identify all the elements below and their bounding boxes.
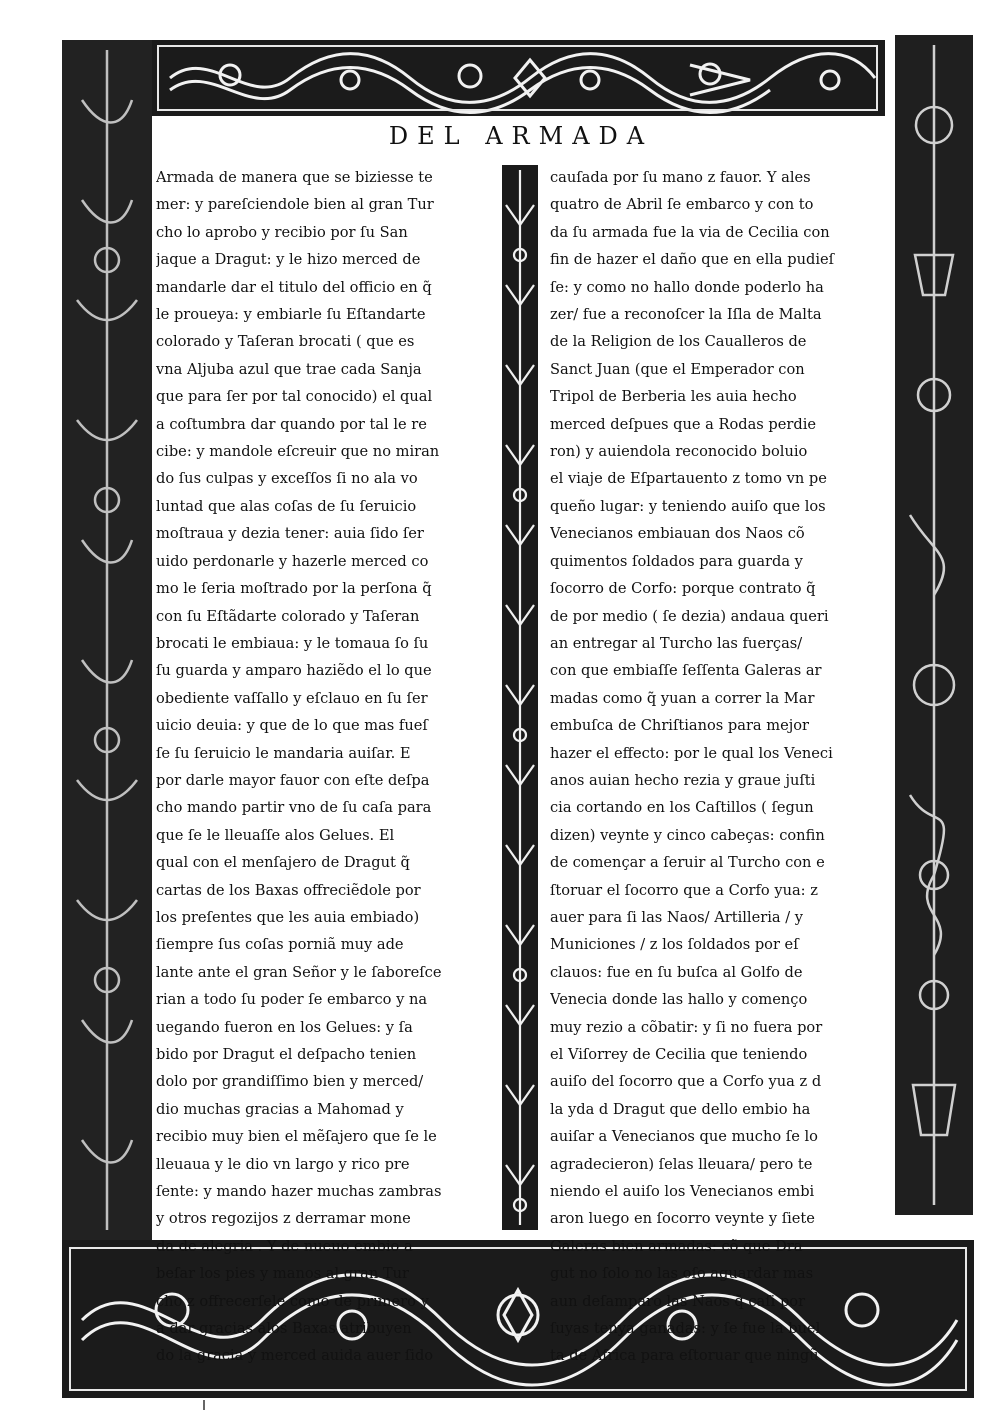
text-line: qual con el menſajero de Dragut q̃ <box>156 854 410 872</box>
text-line: dolo por grandiſſimo bien y merced/ <box>156 1073 424 1091</box>
text-line: merced deſpues que a Rodas perdie <box>550 415 817 433</box>
running-head: DEL ARMADA <box>388 122 654 150</box>
text-line: do la gracia y merced auida auer ſido <box>156 1347 434 1365</box>
text-line: vna Aljuba azul que trae cada Sanja <box>156 360 422 378</box>
left-woodcut-border <box>62 40 152 1240</box>
text-line: quatro de Abril ſe embarco y con to <box>550 196 814 214</box>
left-text-column <box>156 164 492 1370</box>
text-line: cho lo aprobo y recibio por ſu San <box>156 223 408 241</box>
text-line: aron luego en ſocorro veynte y ſiete <box>550 1210 815 1228</box>
text-line: an entregar al Turcho las fuerças/ <box>550 634 803 652</box>
text-line: ſuyas tenya ganadas: y ſe fue la buel <box>550 1320 821 1338</box>
text-line: ron) y auiendola reconocido boluio <box>550 443 808 461</box>
text-line: la yda d Dragut que dello embio ha <box>550 1100 811 1118</box>
text-line: zer/ fue a reconoſcer la Iſla de Malta <box>550 306 822 324</box>
text-line: con ſu Eſtãdarte colorado y Taſeran <box>156 607 420 625</box>
text-line: con que embiaſſe ſeſſenta Galeras ar <box>550 662 822 680</box>
text-line: gut no ſolo no las oſo aguardar mas <box>550 1265 814 1283</box>
text-line: lante ante el gran Señor y le ſaboreſce <box>156 963 442 981</box>
text-line: brocati le embiaua: y le tomaua ſo ſu <box>156 634 429 652</box>
text-line: Venecianos embiauan dos Naos cõ <box>550 525 805 543</box>
text-line: a dar gracias alos Baxas atribuyen <box>156 1320 412 1338</box>
text-line: que para ſer por tal conocido) el qual <box>156 388 433 406</box>
text-line: aun deſamparo las Naos q̃ caſi por <box>550 1292 806 1310</box>
text-line: do ſus culpas y exceſſos ſi no ala vo <box>156 470 418 488</box>
text-line: anos auian hecho rezia y graue juſti <box>550 771 816 789</box>
text-line: a coſtumbra dar quando por tal le re <box>156 415 427 433</box>
text-line: colorado y Taſeran brocati ( que es <box>156 333 415 351</box>
text-line: ſe: y como no hallo donde poderlo ha <box>550 278 824 296</box>
text-line: embuſca de Chriſtianos para mejor <box>550 717 810 735</box>
text-line: ſe ſu ſeruicio le mandaria auiſar. E <box>156 744 411 762</box>
text-line: cibe: y mandole eſcreuir que no miran <box>156 443 440 461</box>
text-line: el Viſorrey de Cecilia que teniendo <box>550 1046 808 1063</box>
text-line: madas como q̃ yuan a correr la Mar <box>550 689 815 707</box>
text-line: jaque a Dragut: y le hizo merced de <box>156 251 421 269</box>
text-line: luntad que alas coſas de ſu ſeruicio <box>156 497 417 515</box>
text-line: ſtoruar el ſocorro que a Corfo yua: z <box>550 881 818 899</box>
text-line: mo le ſeria moſtrado por la perſona q̃ <box>156 580 432 598</box>
right-woodcut-border <box>895 35 973 1215</box>
text-line: ſocorro de Corfo: porque contrato q̃ <box>550 580 816 598</box>
text-line: ta de Africa para eſtoruar que ningũ <box>550 1347 819 1365</box>
text-line: queño lugar: y teniendo auiſo que los <box>550 497 826 515</box>
text-line: dio muchas gracias a Mahomad y <box>156 1100 404 1118</box>
text-line: de començar a ſeruir al Turcho con e <box>550 854 825 872</box>
ink-speck <box>202 1400 206 1410</box>
text-line: mer: y pareſciendole bien al gran Tur <box>156 196 434 214</box>
text-line: moſtraua y dezia tener: auia ſido ſer <box>156 525 424 543</box>
text-line: ſente: y mando hazer muchas zambras <box>156 1183 442 1201</box>
text-line: agradecieron) ſelas lleuara/ pero te <box>550 1155 813 1173</box>
text-line: niendo el auiſo los Venecianos embi <box>550 1183 815 1201</box>
text-line: el viaje de Eſpartauento z tomo vn pe <box>550 470 827 488</box>
text-line: cho mando partir vno de ſu caſa para <box>156 799 432 817</box>
text-line: dizen) veynte y cinco cabeças: confin <box>550 826 825 844</box>
text-line: auiſo del ſocorro que a Corfo yua z d <box>550 1073 822 1091</box>
text-line: rian a todo ſu poder ſe embarco y na <box>156 991 428 1009</box>
text-line: fin de hazer el daño que en ella pudieſ <box>550 251 835 269</box>
text-line: le proueya: y embiarle ſu Eſtandarte <box>156 306 426 324</box>
text-line: Municiones / z los ſoldados por eſ <box>550 936 799 954</box>
text-line: clauos: fue en ſu buſca al Golfo de <box>550 963 803 981</box>
text-line: auer para ſi las Naos/ Artilleria / y <box>550 908 804 926</box>
text-line: bido por Dragut el deſpacho tenien <box>156 1046 417 1063</box>
text-line: cia cortando en los Caſtillos ( ſegun <box>550 799 814 817</box>
text-line: uegando fueron en los Gelues: y ſa <box>156 1018 413 1036</box>
text-line: beſar los pies y manos al gran Tur <box>156 1265 409 1283</box>
text-line: Tripol de Berberia les auia hecho <box>550 388 797 406</box>
text-line: obediente vaſſallo y eſclauo en ſu ſer <box>156 689 428 707</box>
text-line: da ſu armada fue la via de Cecilia con <box>550 223 830 241</box>
text-line: uicio deuia: y que de lo que mas fueſ <box>156 717 428 735</box>
top-woodcut-border <box>150 40 885 116</box>
text-line: cho z offrecerſele como de primero y <box>156 1292 429 1310</box>
text-line: auiſar a Venecianos que mucho ſe lo <box>550 1128 818 1146</box>
text-line: los preſentes que les auia embiado) <box>156 908 420 926</box>
text-line: quimentos ſoldados para guarda y <box>550 552 803 570</box>
text-line: que ſe le lleuaſſe alos Gelues. El <box>156 826 395 844</box>
text-line: por darle mayor fauor con eſte deſpa <box>156 771 430 789</box>
text-line: hazer el effecto: por le qual los Veneci <box>550 744 833 762</box>
text-line: cartas de los Baxas offreciẽdole por <box>156 881 421 899</box>
text-line: de por medio ( ſe dezia) andaua queri <box>550 607 829 625</box>
text-line: lleuaua y le dio vn largo y rico pre <box>156 1155 410 1173</box>
text-line: Venecia donde las hallo y començo <box>550 991 808 1009</box>
text-line: Sanct Juan (que el Emperador con <box>550 360 805 378</box>
text-line: mandarle dar el titulo del officio en q̃ <box>156 278 432 296</box>
text-line: uido perdonarle y hazerle merced co <box>156 552 429 570</box>
text-line: muy rezio a cõbatir: y ſi no fuera por <box>550 1018 823 1036</box>
text-line: da de alegria . Y de nueuo embio a <box>156 1237 413 1255</box>
center-woodcut-border <box>492 165 548 1230</box>
text-line: Galeras bien armadas: cõ que Dra <box>550 1237 803 1255</box>
right-text-column <box>550 164 890 1370</box>
text-line: ſiempre ſus coſas porniã muy ade <box>156 936 404 954</box>
text-line: de la Religion de los Caualleros de <box>550 333 807 351</box>
text-line: recibio muy bien el mẽſajero que ſe le <box>156 1128 437 1146</box>
text-line: Armada de manera que se biziesse te <box>156 169 433 186</box>
text-line: ſu guarda y amparo haziẽdo el lo que <box>156 662 432 680</box>
text-line: y otros regozijos z derramar mone <box>156 1210 411 1228</box>
text-line: cauſada por ſu mano z fauor. Y ales <box>550 169 811 186</box>
